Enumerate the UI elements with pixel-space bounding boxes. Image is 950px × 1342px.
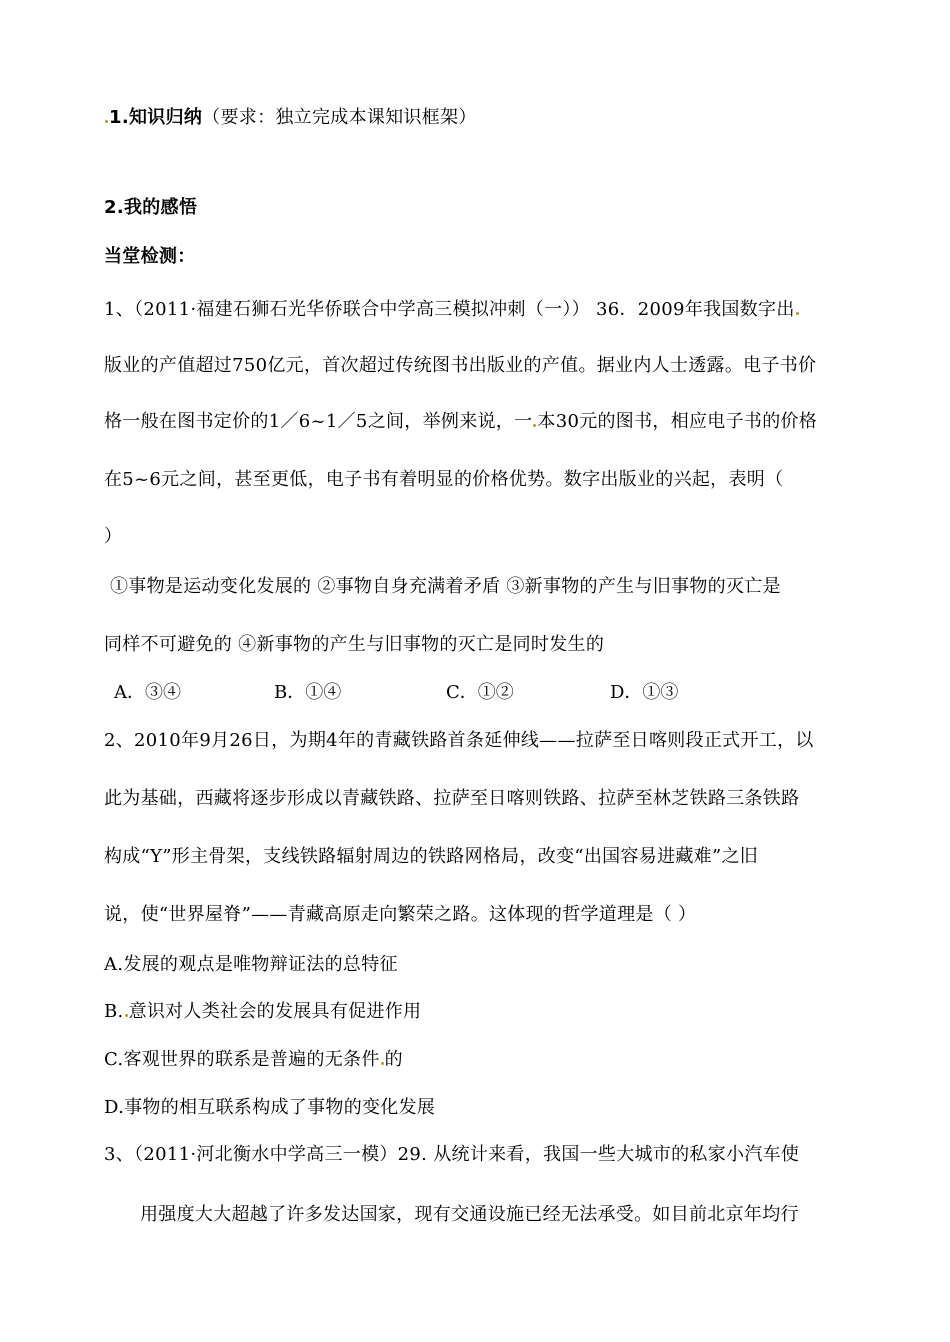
section1-heading — [104, 106, 477, 130]
marker-dot — [533, 424, 536, 427]
q1-options — [104, 681, 864, 705]
q3-line: 3、（2011·河北衡水中学高三一模）29. 从统计来看，我国一些大城市的私家小汽车使 — [104, 1144, 800, 1165]
section1-number: 1. — [109, 107, 129, 128]
q1-line: 在5~6元之间，甚至更低，电子书有着明显的价格优势。数字出版业的兴起，表明（ — [104, 469, 784, 490]
section1-title: 知识归纳 — [128, 107, 203, 128]
marker-dot — [796, 312, 799, 315]
q1-option-d[interactable]: D．①③ — [610, 682, 679, 703]
section2-heading: 2.我的感悟 — [104, 197, 198, 218]
q1-statements-line: 同样不可避免的 ④新事物的产生与旧事物的灭亡是同时发生的 — [104, 634, 605, 655]
marker-dot — [381, 1062, 384, 1065]
marker-dot — [125, 1014, 128, 1017]
q2-line: 说，使“世界屋脊”——青藏高原走向繁荣之路。这体现的哲学道理是（ ） — [104, 904, 697, 925]
q1-statements-line: ①事物是运动变化发展的 ②事物自身充满着矛盾 ③新事物的产生与旧事物的灭亡是 — [110, 576, 781, 597]
q2-line: 构成“Y”形主骨架，支线铁路辐射周边的铁路网格局，改变“出国容易进藏难”之旧 — [104, 846, 759, 867]
q1-option-c[interactable]: C．①② — [446, 682, 514, 703]
q1-line: 版业的产值超过750亿元，首次超过传统图书出版业的产值。据业内人士透露。电子书价 — [104, 355, 817, 376]
q2-line: 2、2010年9月26日，为期4年的青藏铁路首条延伸线——拉萨至日喀则段正式开工，以 — [104, 730, 814, 751]
section1-note: （要求：独立完成本课知识框架） — [202, 107, 477, 128]
q1-option-a[interactable]: A．③④ — [114, 682, 181, 703]
q2-option-c[interactable]: C.客观世界的联系是普遍的无条件 的 — [104, 1049, 403, 1070]
q1-line: 格一般在图书定价的1／6~1／5之间，举例来说，一 本30元的图书，相应电子书的价格 — [104, 411, 818, 432]
q2-line: 此为基础，西藏将逐步形成以青藏铁路、拉萨至日喀则铁路、拉萨至林芝铁路三条铁路 — [104, 788, 800, 809]
q1-line: ） — [104, 526, 123, 547]
q1-line: 1、（2011·福建石狮石光华侨联合中学高三模拟冲刺（一）） 36．2009年我国数字出 — [104, 298, 800, 322]
q3-line: 用强度大大超越了许多发达国家，现有交通设施已经无法承受。如目前北京年均行 — [140, 1204, 799, 1225]
q1-option-b[interactable]: B．①④ — [274, 682, 342, 703]
check-title: 当堂检测： — [104, 246, 196, 267]
q2-option-a[interactable]: A.发展的观点是唯物辩证法的总特征 — [104, 954, 398, 975]
q2-option-d[interactable]: D.事物的相互联系构成了事物的变化发展 — [104, 1097, 436, 1118]
q2-option-b[interactable]: B. 意识对人类社会的发展具有促进作用 — [104, 1001, 422, 1022]
marker-dot — [105, 120, 108, 123]
